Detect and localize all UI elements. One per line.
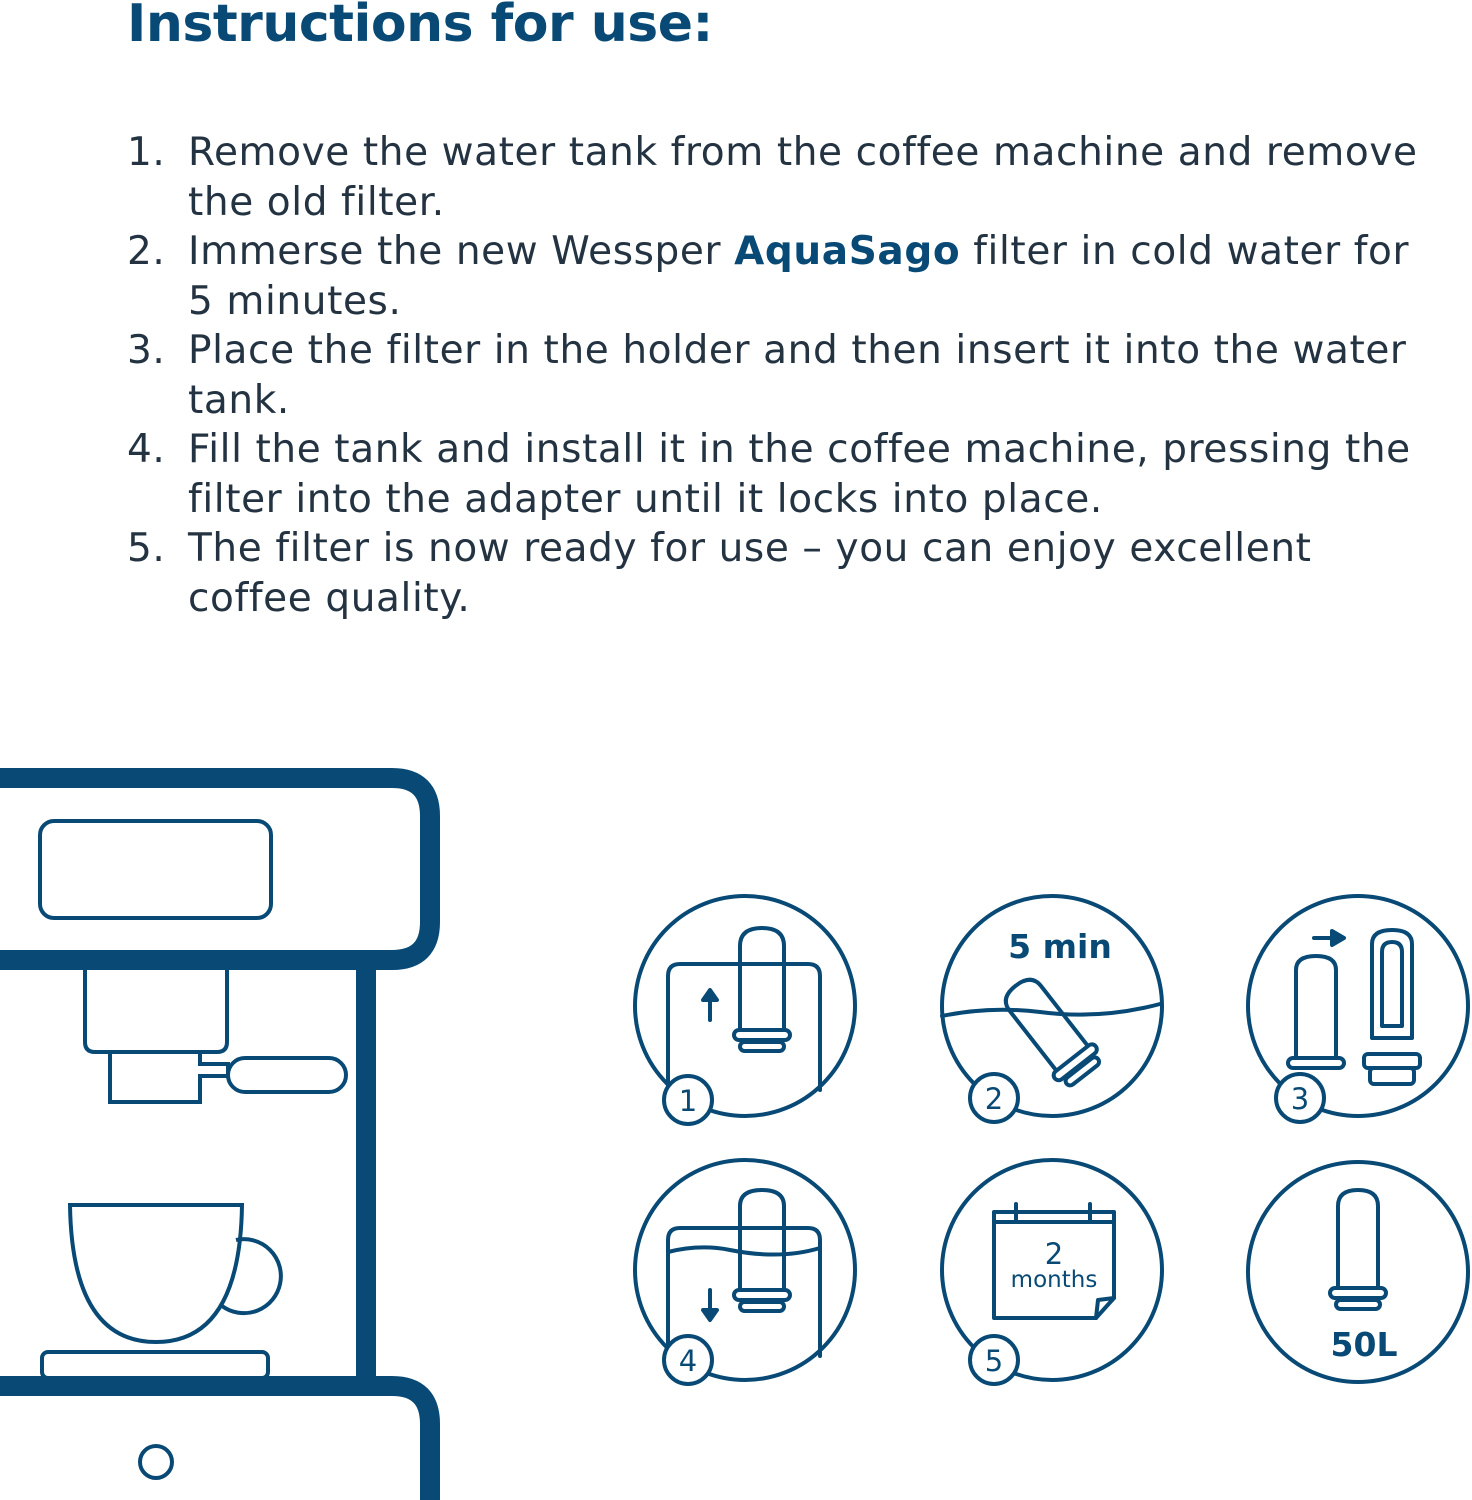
filter-base-ring <box>740 1302 784 1311</box>
brand-name: AquaSago <box>734 229 961 274</box>
step-text: The filter is now ready for use – you can enjoy excellent coffee quality. <box>188 526 1312 621</box>
filter-base <box>734 1290 790 1300</box>
brew-group <box>85 968 227 1052</box>
portafilter-handle <box>228 1058 346 1092</box>
step-2-badge-number: 2 <box>984 1082 1004 1116</box>
machine-base-outline <box>0 1386 430 1500</box>
step-text: Fill the tank and install it in the coffee machine, pressing the filter into the adapter until it locks into place. <box>188 427 1411 522</box>
filter-base <box>734 1030 790 1040</box>
step-text: Remove the water tank from the coffee machine and remove the old filter. <box>188 130 1418 225</box>
coffee-machine-illustration <box>0 778 430 1500</box>
step-1-icon <box>635 896 855 1124</box>
page-title: Instructions for use: <box>127 0 713 54</box>
holder-base <box>1364 1054 1420 1068</box>
step-number: 1. <box>127 130 166 175</box>
filter-base-ring <box>740 1042 784 1051</box>
power-button <box>140 1446 172 1478</box>
cup-handle <box>222 1239 281 1313</box>
step-text-before: Immerse the new Wessper <box>188 229 735 274</box>
step-3-icon <box>1248 896 1468 1122</box>
step-1-badge-number: 1 <box>678 1084 698 1118</box>
machine-display <box>40 821 271 918</box>
step-3-badge-number: 3 <box>1290 1082 1310 1116</box>
filter-base <box>1288 1058 1344 1068</box>
step-5-badge-number: 5 <box>984 1344 1004 1378</box>
holder-base-ring <box>1370 1068 1414 1084</box>
step-number: 2. <box>127 229 166 274</box>
step-number: 5. <box>127 526 166 571</box>
step-4-icon <box>635 1160 855 1384</box>
machine-top-outline <box>0 778 430 960</box>
filter-base <box>1330 1288 1386 1298</box>
drip-tray <box>42 1352 268 1378</box>
step-4-badge-number: 4 <box>678 1344 698 1378</box>
capacity-label: 50L <box>1330 1325 1398 1364</box>
coffee-cup <box>70 1205 242 1342</box>
filter-base-ring <box>1336 1300 1380 1309</box>
calendar-number: 2 <box>1044 1237 1064 1271</box>
step-text-after: filter in cold water for 5 minutes. <box>188 229 1410 324</box>
soak-time-label: 5 min <box>1008 927 1112 966</box>
step-number: 3. <box>127 328 166 373</box>
step-text: Place the filter in the holder and then insert it into the water tank. <box>188 328 1407 423</box>
portafilter <box>110 1052 228 1102</box>
step-number: 4. <box>127 427 166 472</box>
calendar-unit: months <box>1010 1267 1098 1293</box>
